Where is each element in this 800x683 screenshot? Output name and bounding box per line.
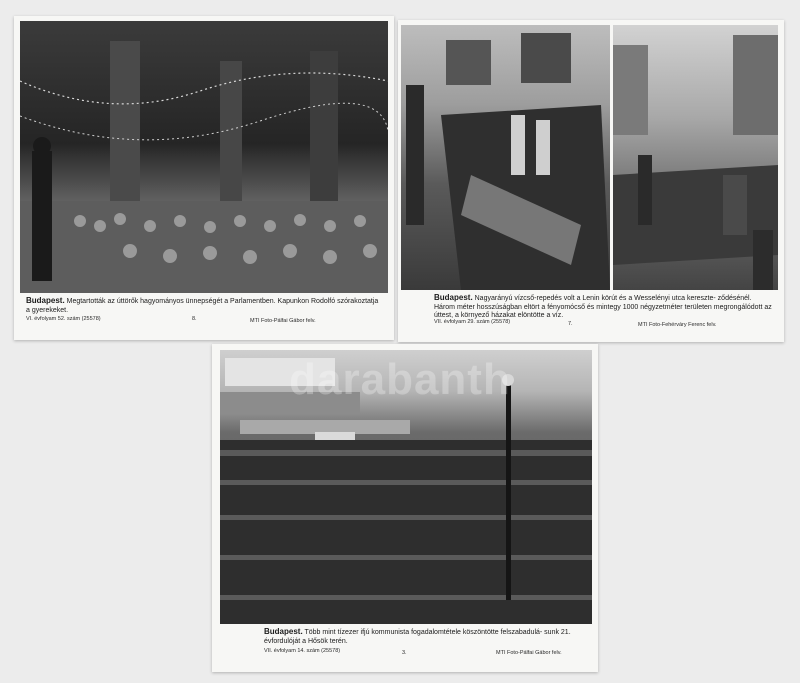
photo-card-3 (212, 344, 598, 672)
photo-water-pipe-right (613, 25, 778, 290)
caption-text-2: Nagyarányú vízcső-repedés volt a Lenin körút és a Wesselényi utca kereszte- ződésénél. Három méter hosszúságban eltört a fényomócső és mintegy 1000 négyzetméter területen megrongálódott az úttest, a környező házakat elöntötte a víz. (434, 295, 772, 319)
credit-3: MTI Foto-Pálfai Gábor felv. (496, 650, 562, 656)
photo-card-1 (14, 16, 394, 340)
credit-2: MTI Foto-Fehérváry Ferenc felv. (638, 322, 717, 328)
rally-scene (220, 350, 592, 624)
photo-card-2 (398, 20, 784, 342)
caption-text-1: Megtartották az úttörők hagyományos ünnepségét a Parlamentben. Kapunkon Rodolfó szórakoztatja a gyerekeket. (26, 298, 379, 314)
caption-2 (434, 294, 774, 321)
photo-water-pipe-left (401, 25, 610, 290)
issue-3: VII. évfolyam 14. szám (25578) (264, 648, 341, 654)
credit-1: MTI Foto-Pálfai Gábor felv. (250, 318, 316, 324)
photo-number-2: 7. (568, 321, 573, 327)
excavation-scene-left (401, 25, 610, 290)
street-scene-right (613, 25, 778, 290)
caption-3 (264, 628, 589, 646)
caption-city-1: Budapest. (26, 296, 65, 305)
photo-heroes-square-rally (220, 350, 592, 624)
photo-number-3: 3. (402, 650, 407, 656)
photo-number-1: 8. (192, 316, 197, 322)
watermark: darabanth (289, 355, 511, 404)
issue-2: VII. évfolyam 29. szám (25578) (434, 319, 511, 325)
parliament-scene (20, 21, 388, 293)
issue-1: VI. évfolyam 52. szám (25578) (26, 316, 101, 322)
caption-city-2: Budapest. (434, 293, 473, 302)
photo-parliament-children (20, 21, 388, 293)
caption-1 (26, 297, 381, 315)
caption-city-3: Budapest. (264, 627, 303, 636)
caption-text-3: Több mint tízezer ifjú kommunista fogadalomtétele köszöntötte felszabadulá- sunk 21. évfordulóját a Hősök terén. (264, 629, 571, 645)
